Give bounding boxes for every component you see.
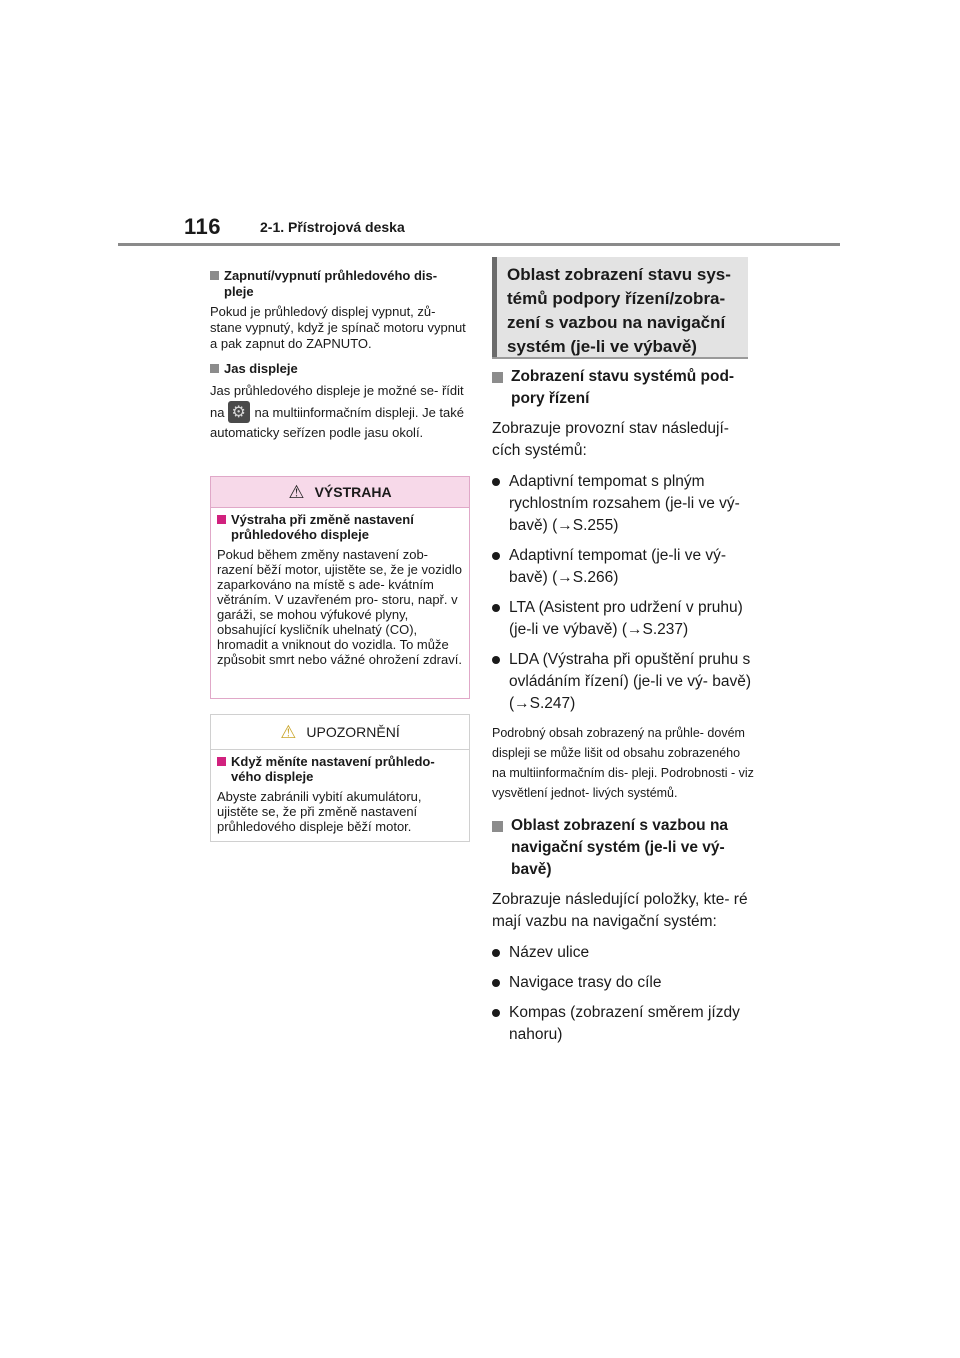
- caution-text: Abyste zabránili vybití akumulátoru, ujistěte se, že při změně nastavení průhledového displeje běží motor.: [217, 789, 422, 834]
- paragraph-brightness: Jas průhledového displeje je možné se- řídit na⚙ na multiinformačním displeji. Je také automaticky seřízen podle jasu okolí.: [210, 381, 468, 443]
- bullet-dot-icon: [492, 552, 500, 560]
- list-item: LDA (Výstraha při opuštění pruhu s ovládáním řízení) (je-li ve vý- bavě) (→S.247): [492, 649, 754, 715]
- bullet-dot-icon: [492, 604, 500, 612]
- caution-box: [210, 714, 470, 842]
- heading-box-rule: [492, 357, 748, 359]
- subheading-navigation: Oblast zobrazení s vazbou na navigační systém (je-li ve vý- bavě): [492, 815, 754, 881]
- square-bullet-icon: [210, 271, 219, 280]
- caution-heading: ⚠ UPOZORNĚNÍ: [211, 715, 469, 749]
- subheading-brightness: Jas displeje: [210, 361, 468, 377]
- list-item: Adaptivní tempomat s plným rychlostním rozsahem (je-li ve vý- bavě) (→S.255): [492, 471, 754, 537]
- warning-subheading: Výstraha při změně nastavení průhledového displeje: [217, 512, 463, 542]
- section-title: 2-1. Přístrojová deska: [260, 219, 405, 235]
- bullet-dot-icon: [492, 656, 500, 664]
- left-column: [210, 268, 468, 452]
- square-bullet-icon: [492, 821, 503, 832]
- warning-heading: ⚠ VÝSTRAHA: [211, 477, 469, 507]
- note-paragraph: Podrobný obsah zobrazený na průhle- dovém displeji se může lišit od obsahu zobrazeného na multiinformačním dis- pleji. Podrobnosti - viz vysvětlení jednot- livých systémů.: [492, 726, 754, 800]
- bullet-dot-icon: [492, 478, 500, 486]
- list-item: LTA (Asistent pro udržení v pruhu) (je-li ve výbavě) (→S.237): [492, 597, 754, 641]
- list-item: Adaptivní tempomat (je-li ve vý- bavě) (→S.266): [492, 545, 754, 589]
- paragraph-navigation: Zobrazuje následující položky, kte- ré mají vazbu na navigační systém:: [492, 891, 748, 930]
- warning-text: Pokud během změny nastavení zob- razení běží motor, ujistěte se, že je vozidlo zaparkováno na místě s ade- kvátním větráním. V uzavřeném pro- storu, např. v garáži, se mohou výfukové plyny, obsahující kysličník uhelnatý (CO), hromadit a vniknout do vozidla. To může způsobit smrt nebo vážné ohrožení zdraví.: [217, 547, 462, 667]
- right-column: [492, 366, 754, 1054]
- settings-gear-icon: [228, 401, 250, 423]
- list-item: Navigace trasy do cíle: [492, 972, 754, 994]
- warning-triangle-icon: ⚠: [288, 481, 305, 503]
- section-heading-box: Oblast zobrazení stavu sys- témů podpory řízení/zobra- zení s vazbou na navigační systém (je-li ve výbavě): [492, 257, 748, 357]
- square-bullet-icon: [492, 372, 503, 383]
- caution-subheading: Když měníte nastavení průhledo- vého displeje: [217, 754, 463, 784]
- caution-triangle-icon: ⚠: [280, 721, 297, 743]
- list-item: Název ulice: [492, 942, 754, 964]
- list-item: Kompas (zobrazení směrem jízdy nahoru): [492, 1002, 754, 1046]
- square-bullet-icon: [217, 515, 226, 524]
- bullet-dot-icon: [492, 1009, 500, 1017]
- subheading-driver-assist: Zobrazení stavu systémů pod- pory řízení: [492, 366, 754, 410]
- paragraph-driver-assist: Zobrazuje provozní stav následují- cích systémů:: [492, 420, 729, 459]
- square-bullet-icon: [217, 757, 226, 766]
- square-bullet-icon: [210, 364, 219, 373]
- page-number: 116: [184, 214, 221, 239]
- bullet-dot-icon: [492, 979, 500, 987]
- subheading-display-on-off: Zapnutí/vypnutí průhledového dis- pleje: [210, 268, 468, 300]
- warning-box: [210, 476, 470, 699]
- bullet-dot-icon: [492, 949, 500, 957]
- header-rule: [118, 243, 840, 246]
- paragraph-display-on-off: Pokud je průhledový displej vypnut, zů- stane vypnutý, když je spínač motoru vypnut a pak zapnut do ZAPNUTO.: [210, 304, 466, 351]
